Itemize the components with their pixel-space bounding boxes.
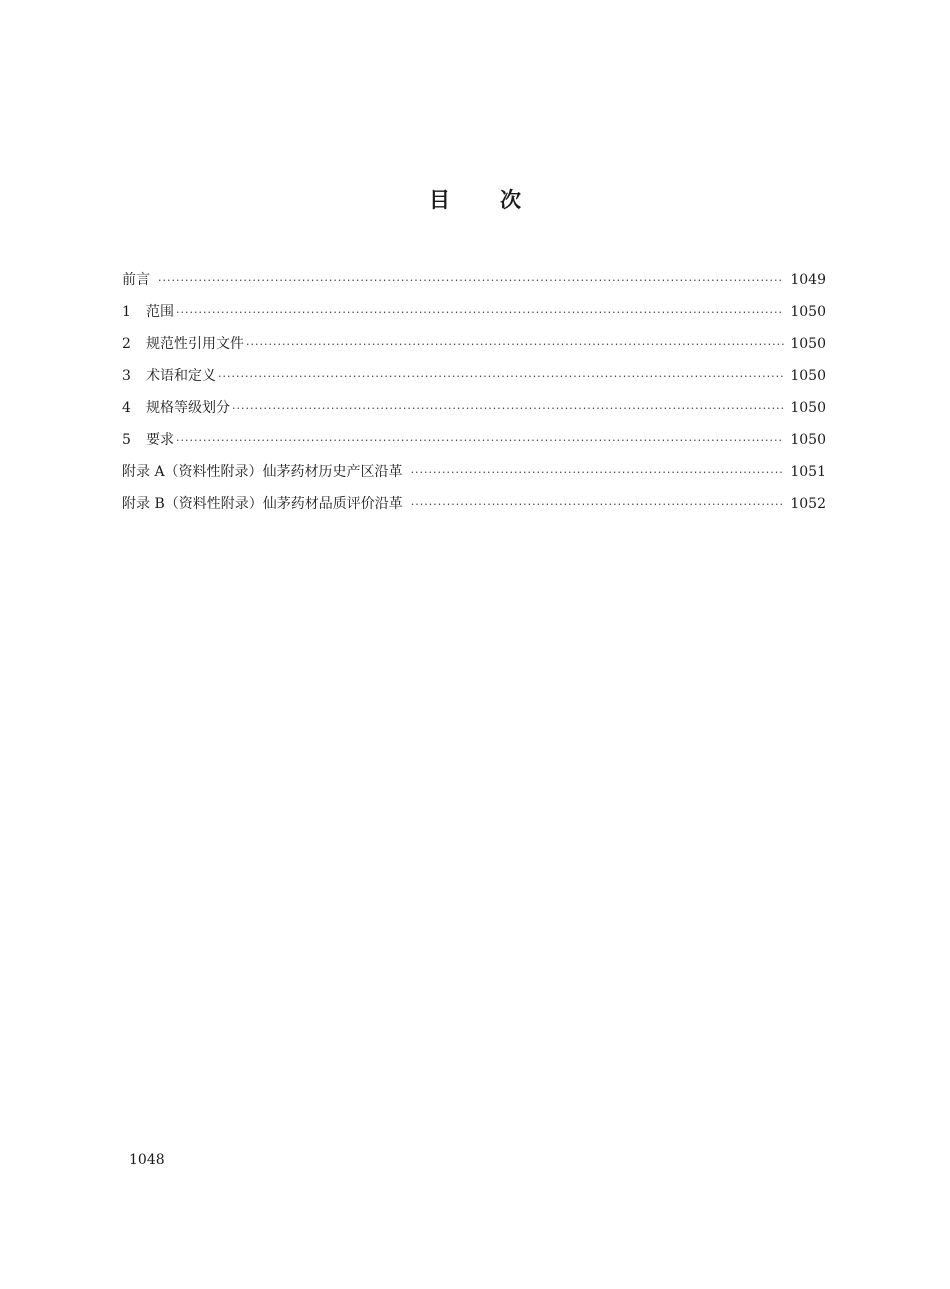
toc-leader-dots <box>176 427 784 455</box>
toc-entry-foreword[interactable] <box>122 266 826 298</box>
toc-entry-page: 1050 <box>790 336 826 352</box>
toc-entry-page: 1050 <box>790 432 826 448</box>
toc-leader-dots <box>218 363 784 391</box>
toc-entry-page: 1050 <box>790 400 826 416</box>
toc-leader-dots <box>411 491 785 519</box>
toc-leader-dots <box>246 331 784 359</box>
toc-entry-label: 规范性引用文件 <box>146 336 244 352</box>
toc-entry-appendix-b[interactable] <box>122 490 826 522</box>
toc-entry-terms-definitions[interactable] <box>122 362 826 394</box>
toc-entry-page: 1050 <box>790 368 826 384</box>
toc-entry-page: 1051 <box>790 464 826 480</box>
toc-leader-dots <box>158 267 784 295</box>
toc-entry-grade-classification[interactable] <box>122 394 826 426</box>
toc-entry-number: 2 <box>122 336 131 352</box>
toc-entry-number: 5 <box>122 432 131 448</box>
table-of-contents <box>122 266 826 522</box>
toc-entry-label: 术语和定义 <box>146 368 216 384</box>
toc-leader-dots <box>411 459 785 487</box>
toc-entry-label: 范围 <box>146 304 174 320</box>
toc-entry-number: 4 <box>122 400 131 416</box>
toc-entry-normative-references[interactable] <box>122 330 826 362</box>
toc-entry-label: 前言 <box>122 272 150 288</box>
page-title <box>0 184 950 214</box>
toc-entry-label: 规格等级划分 <box>146 400 230 416</box>
toc-entry-number: 3 <box>122 368 131 384</box>
toc-entry-appendix-a[interactable] <box>122 458 826 490</box>
page-number: 1048 <box>129 1152 165 1168</box>
toc-entry-page: 1049 <box>790 272 826 288</box>
toc-entry-page: 1052 <box>790 496 826 512</box>
toc-entry-label: 附录 B（资料性附录）仙茅药材品质评价沿革 <box>122 496 403 512</box>
toc-entry-scope[interactable] <box>122 298 826 330</box>
toc-entry-page: 1050 <box>790 304 826 320</box>
page-title-part2: 次 <box>500 188 521 212</box>
toc-leader-dots <box>176 299 784 327</box>
page-title-part1: 目 <box>429 188 450 212</box>
toc-entry-requirements[interactable] <box>122 426 826 458</box>
toc-entry-label: 附录 A（资料性附录）仙茅药材历史产区沿革 <box>122 464 403 480</box>
toc-entry-label: 要求 <box>146 432 174 448</box>
toc-entry-number: 1 <box>122 304 131 320</box>
toc-leader-dots <box>232 395 784 423</box>
